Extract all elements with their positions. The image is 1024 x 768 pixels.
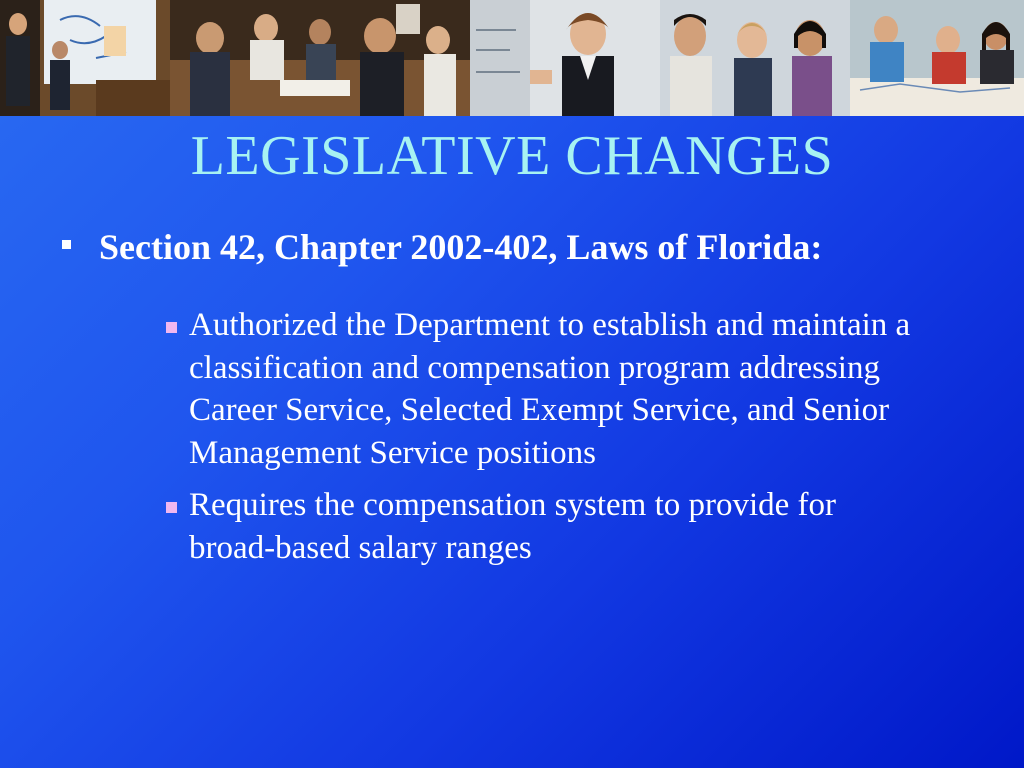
sub-point [166, 304, 946, 474]
photo-banner [0, 0, 1024, 116]
sub-point-list [166, 304, 946, 579]
conference-room-photo [170, 0, 470, 116]
main-point [62, 224, 962, 270]
sub-point [166, 484, 946, 569]
main-point-text: Section 42, Chapter 2002-402, Laws of Florida: [99, 227, 823, 267]
sub-point-text: Requires the compensation system to provide for broad-based salary ranges [189, 487, 837, 566]
businesswoman-presenting-photo [470, 0, 660, 116]
office-team-photo [660, 0, 850, 116]
square-bullet-icon [166, 502, 177, 513]
sub-point-text: Authorized the Department to establish and maintain a classification and compensation program addressing Career Service, Selected Exempt Service, and Senior Management Service positions [189, 307, 911, 471]
square-bullet-icon [166, 322, 177, 333]
slide-title: LEGISLATIVE CHANGES [190, 125, 834, 187]
square-bullet-icon [62, 240, 71, 249]
whiteboard-meeting-photo [0, 0, 170, 116]
colleagues-reviewing-plans-photo [850, 0, 1024, 116]
